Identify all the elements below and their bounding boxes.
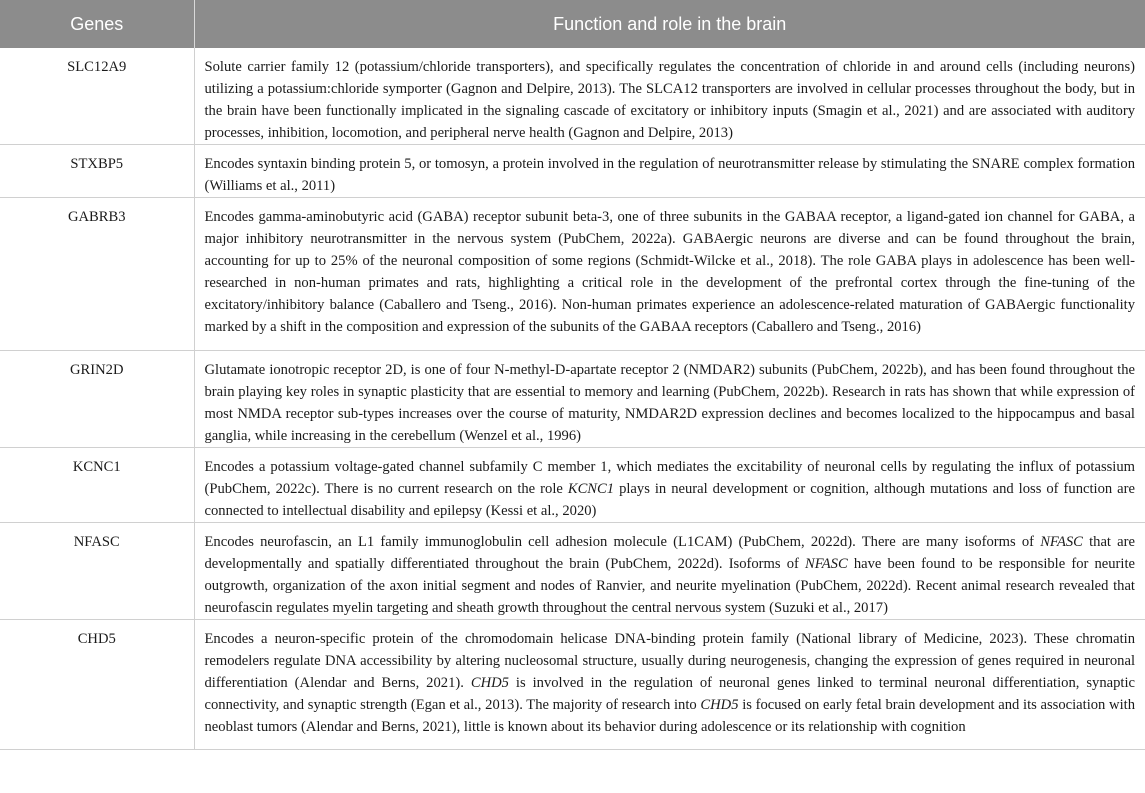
function-column-header: Function and role in the brain [194,0,1145,48]
gene-italic: NFASC [1040,534,1083,550]
genes-column-header: Genes [0,0,194,48]
gene-name: SLC12A9 [0,48,194,145]
table-row [0,198,1145,351]
gene-description: Encodes neurofascin, an L1 family immunoglobulin cell adhesion molecule (L1CAM) (PubChem, 2022d). There are many isoforms of NFASC that are developmentally and spatially differentiated throughout the brain (PubChem, 2022d). Isoforms of NFASC have been found to be responsible for neurite outgrowth, organization of the axon initial segment and nodes of Ranvier, and neurite myelination (PubChem, 2022d). Recent animal research revealed that neurofascin regulates myelin targeting and sheath growth throughout the central nervous system (Suzuki et al., 2017) [194,523,1145,620]
table-row [0,145,1145,198]
gene-description: Encodes a neuron-specific protein of the chromodomain helicase DNA-binding protein family (National library of Medicine, 2023). These chromatin remodelers regulate DNA accessibility by altering nucleosomal structure, usually during neurogenesis, changing the expression of genes required in neuronal differentiation (Alendar and Berns, 2021). CHD5 is involved in the regulation of neuronal genes linked to terminal neuronal differentiation, synaptic connectivity, and synaptic strength (Egan et al., 2013). The majority of research into CHD5 is focused on early fetal brain development and its association with neoblast tumors (Alendar and Berns, 2021), little is known about its behavior during adolescence or its relationship with cognition [194,620,1145,750]
gene-description: Encodes a potassium voltage-gated channel subfamily C member 1, which mediates the excitability of neuronal cells by regulating the influx of potassium (PubChem, 2022c). There is no current research on the role KCNC1 plays in neural development or cognition, although mutations and loss of function are connected to intellectual disability and epilepsy (Kessi et al., 2020) [194,448,1145,523]
gene-description: Solute carrier family 12 (potassium/chloride transporters), and specifically regulates the concentration of chloride in and around cells (including neurons) utilizing a potassium:chloride symporter (Gagnon and Delpire, 2013). The SLCA12 transporters are involved in cellular processes throughout the body, but in the brain have been functionally implicated in the signaling cascade of excitatory or inhibitory inputs (Smagin et al., 2021) and are associated with auditory processes, inhibition, locomotion, and peripheral nerve health (Gagnon and Delpire, 2013) [194,48,1145,145]
gene-description: Encodes gamma-aminobutyric acid (GABA) receptor subunit beta-3, one of three subunits in the GABAA receptor, a ligand-gated ion channel for GABA, a major inhibitory neurotransmitter in the nervous system (PubChem, 2022a). GABAergic neurons are diverse and can be found throughout the brain, accounting for up to 25% of the neuronal composition of some regions (Schmidt-Wilcke et al., 2018). The role GABA plays in adolescence has been well-researched in non-human primates and rats, highlighting a critical role in the development of the prefrontal cortex through the fine-tuning of the excitatory/inhibitory balance (Caballero and Tseng., 2016). Non-human primates experience an adolescence-related maturation of GABAergic functionality marked by a shift in the composition and expression of the subunits of the GABAA receptors (Caballero and Tseng., 2016) [194,198,1145,351]
gene-description: Encodes syntaxin binding protein 5, or tomosyn, a protein involved in the regulation of neurotransmitter release by stimulating the SNARE complex formation (Williams et al., 2011) [194,145,1145,198]
gene-italic: NFASC [804,556,848,572]
table-row [0,48,1145,145]
gene-name: GRIN2D [0,351,194,448]
gene-name: NFASC [0,523,194,620]
gene-italic: KCNC1 [567,481,615,497]
gene-name: KCNC1 [0,448,194,523]
gene-name: STXBP5 [0,145,194,198]
gene-description: Glutamate ionotropic receptor 2D, is one of four N-methyl-D-apartate receptor 2 (NMDAR2) subunits (PubChem, 2022b), and has been found throughout the brain playing key roles in synaptic plasticity that are essential to memory and learning (PubChem, 2022b). Research in rats has shown that while expression of most NMDA receptor sub-types increases over the course of maturity, NMDAR2D expression declines and becomes localized to the hippocampus and basal ganglia, while increasing in the cerebellum (Wenzel et al., 1996) [194,351,1145,448]
gene-name: CHD5 [0,620,194,750]
gene-italic: CHD5 [700,697,739,713]
header-row [0,0,1145,48]
table-row [0,448,1145,523]
gene-name: GABRB3 [0,198,194,351]
table-row [0,351,1145,448]
gene-italic: CHD5 [470,675,509,691]
table-row [0,523,1145,620]
table-row [0,620,1145,750]
